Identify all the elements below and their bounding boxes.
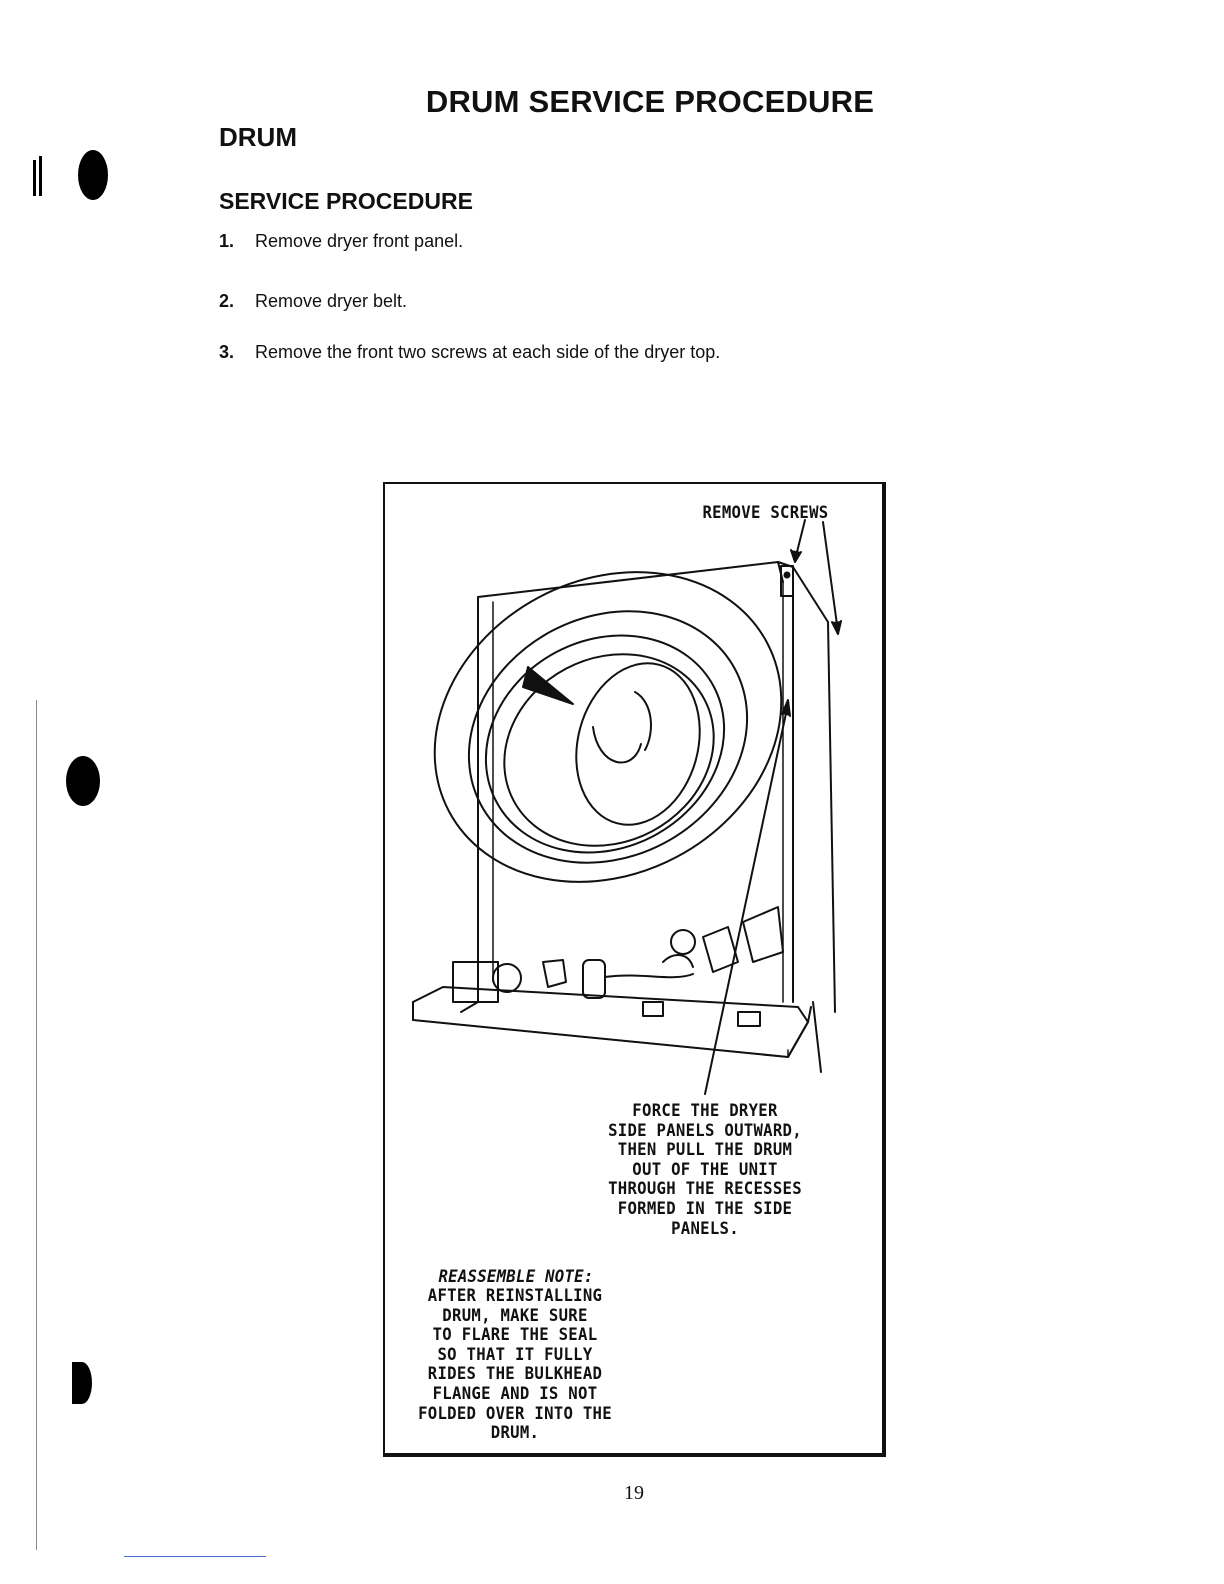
subsection-title: SERVICE PROCEDURE: [219, 188, 473, 214]
step-number: 2.: [219, 291, 235, 311]
step-text: Remove dryer front panel.: [255, 231, 464, 251]
drum-baffle: [523, 667, 573, 704]
callout-force-panels: FORCE THE DRYER SIDE PANELS OUTWARD, THEN PULL THE DRUM OUT OF THE UNIT THROUGH THE RECESSES FORMED IN THE SIDE PANELS.: [608, 1101, 802, 1239]
drum-back-hub-2: [635, 692, 651, 750]
step-item: [219, 342, 720, 363]
binder-hole-top: [78, 150, 108, 200]
base-tray-right: [788, 1007, 811, 1057]
scan-mark-bar: [33, 160, 36, 196]
step-number: 3.: [219, 342, 235, 362]
drum-opening: [470, 618, 747, 882]
reassemble-note-body: AFTER REINSTALLING DRUM, MAKE SURE TO FLARE THE SEAL SO THAT IT FULLY RIDES THE BULKHEAD FLANGE AND IS NOT FOLDED OVER INTO THE DRUM.: [418, 1286, 612, 1444]
cabinet-top-edge: [478, 562, 783, 597]
burner-assembly: [743, 907, 783, 962]
step-text: Remove dryer belt.: [255, 291, 408, 311]
heater-coil: [671, 930, 695, 954]
drum-seal-outer: [383, 513, 836, 942]
base-tray-front: [413, 1002, 808, 1057]
step-number: 1.: [219, 231, 235, 251]
drum-opening-rim: [448, 594, 763, 893]
drum-seal-inner: [425, 563, 792, 910]
drum-back-hub: [593, 727, 641, 763]
base-tray-lip: [413, 1020, 788, 1057]
page-number: 19: [624, 1482, 644, 1504]
bracket-small: [643, 1002, 663, 1016]
step-item: [219, 231, 463, 252]
reassemble-note-heading: REASSEMBLE NOTE:: [438, 1267, 594, 1287]
leader-line-screw-2: [823, 522, 838, 632]
wire-harness: [605, 974, 693, 977]
leader-arrow-screw-1: [791, 550, 801, 562]
screw: [785, 573, 790, 578]
step-text: Remove the front two screws at each side of the dryer top.: [255, 342, 721, 362]
cabinet-left-side: [461, 597, 478, 1012]
leader-line-side: [813, 1002, 821, 1072]
callout-remove-screws: REMOVE SCREWS: [702, 503, 829, 523]
side-panel-flared: [793, 567, 835, 1012]
bracket-small: [738, 1012, 760, 1026]
component-idler: [543, 960, 566, 987]
page-title: DRUM SERVICE PROCEDURE: [425, 84, 875, 119]
leader-arrow-screw-2: [832, 621, 841, 634]
section-title: DRUM: [219, 122, 297, 152]
step-item: [219, 291, 407, 312]
page-edge-line: [124, 1556, 266, 1557]
binder-hole-bottom: [72, 1362, 92, 1404]
binder-hole-middle: [66, 756, 100, 806]
blower-housing: [583, 960, 605, 998]
page-edge-line: [36, 700, 37, 1550]
scan-mark-bar: [39, 156, 42, 196]
drum-back-wall: [559, 649, 717, 838]
motor-housing: [453, 962, 498, 1002]
drum-support-roller: [663, 955, 693, 967]
